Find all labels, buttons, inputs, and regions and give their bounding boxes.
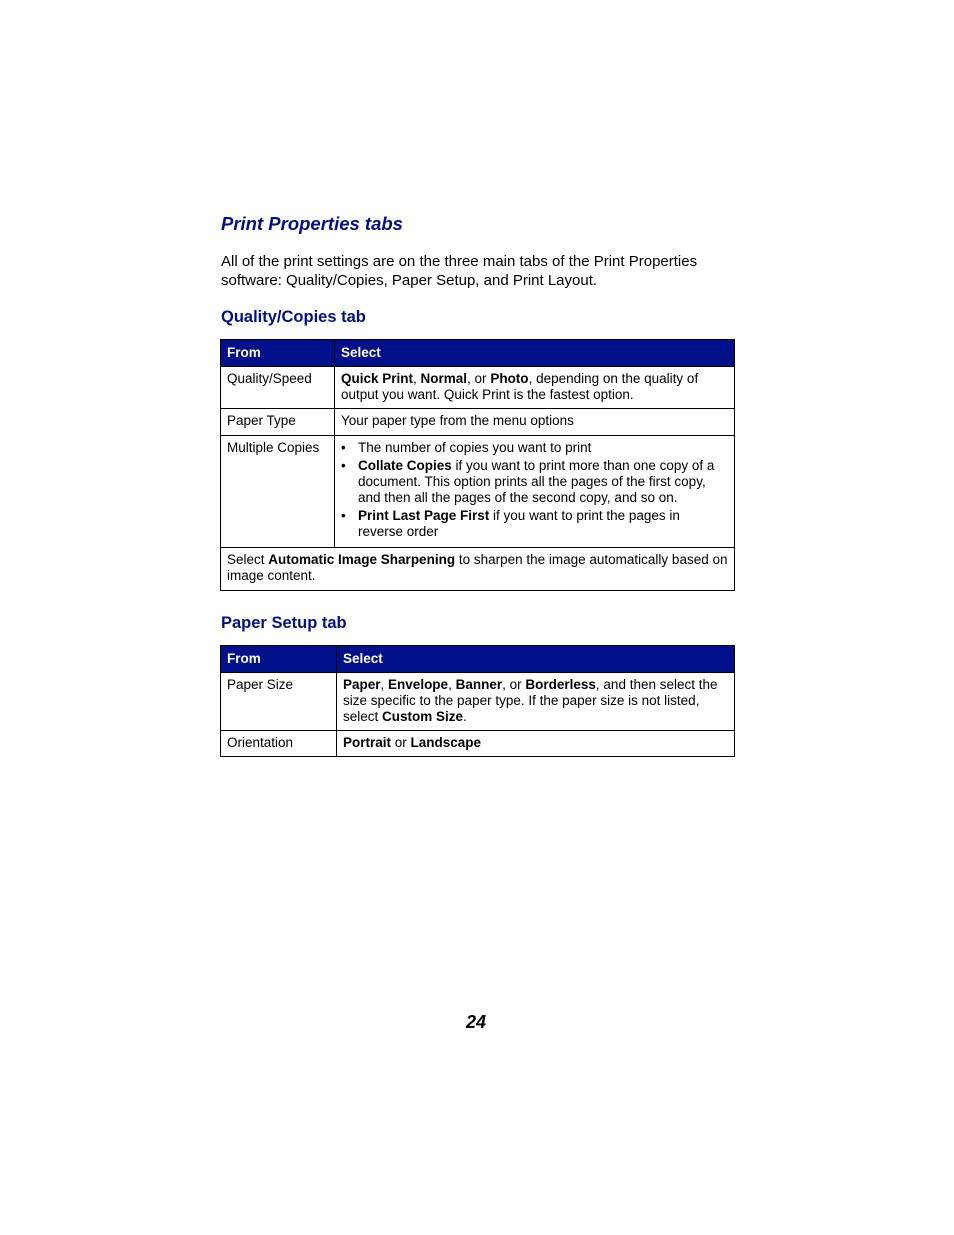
table-row bbox=[221, 673, 735, 731]
intro-line-2: software: Quality/Copies, Paper Setup, and Print Layout. bbox=[221, 272, 598, 289]
page-number: 24 bbox=[466, 1012, 487, 1032]
separator: , or bbox=[502, 677, 526, 692]
row-value-multiple-copies bbox=[335, 436, 735, 548]
quality-copies-table bbox=[220, 339, 735, 591]
list-item bbox=[341, 440, 728, 456]
header-select: Select bbox=[335, 340, 735, 367]
bullet: • bbox=[341, 458, 346, 473]
separator: , bbox=[380, 677, 389, 692]
list-item bbox=[341, 458, 728, 506]
bullet: • bbox=[341, 508, 346, 523]
table-row bbox=[221, 548, 735, 591]
list-item-text: if you want to print the pages in reverse order bbox=[358, 508, 680, 539]
table-row bbox=[221, 731, 735, 757]
page-title: Print Properties tabs bbox=[221, 213, 403, 234]
row-label-orientation: Orientation bbox=[221, 731, 337, 757]
list-item-text: if you want to print more than one copy of a document. This option prints all the pages of the first copy, and then all the pages of the second copy, and so on. bbox=[358, 458, 715, 505]
option-photo: Photo bbox=[490, 371, 529, 386]
option-landscape: Landscape bbox=[410, 735, 482, 750]
list-item-text: The number of copies you want to print bbox=[358, 440, 592, 455]
option-portrait: Portrait bbox=[343, 735, 392, 750]
quality-copies-heading: Quality/Copies tab bbox=[221, 308, 366, 326]
list-item bbox=[341, 508, 728, 540]
note-text: Select bbox=[227, 552, 269, 567]
intro-line-1: All of the print settings are on the three main tabs of the Print Properties bbox=[221, 253, 698, 270]
intro-paragraph bbox=[221, 252, 741, 290]
option-automatic-image-sharpening: Automatic Image Sharpening bbox=[268, 552, 456, 567]
separator: , or bbox=[467, 371, 491, 386]
copies-options-list bbox=[341, 440, 728, 540]
separator: . bbox=[463, 709, 467, 724]
header-select: Select bbox=[337, 646, 735, 673]
table-row bbox=[221, 367, 735, 409]
option-envelope: Envelope bbox=[388, 677, 449, 692]
quality-description: , depending on the quality of output you want. Quick Print is the fastest option. bbox=[341, 371, 699, 402]
header-from: From bbox=[221, 646, 337, 673]
row-value-orientation bbox=[337, 731, 735, 757]
table-header-row bbox=[221, 340, 735, 367]
paper-size-description: , and then select the size specific to the paper type. If the paper size is not listed, select bbox=[343, 677, 718, 724]
row-label-paper-type: Paper Type bbox=[221, 409, 335, 436]
option-collate-copies: Collate Copies bbox=[358, 458, 452, 473]
table-row bbox=[221, 409, 735, 436]
row-label-multiple-copies: Multiple Copies bbox=[221, 436, 335, 548]
paper-setup-heading: Paper Setup tab bbox=[221, 614, 347, 632]
row-value-paper-type: Your paper type from the menu options bbox=[335, 409, 735, 436]
option-quick-print: Quick Print bbox=[341, 371, 414, 386]
option-borderless: Borderless bbox=[525, 677, 596, 692]
option-normal: Normal bbox=[420, 371, 468, 386]
table-row bbox=[221, 436, 735, 548]
option-paper: Paper bbox=[343, 677, 381, 692]
separator: or bbox=[391, 735, 411, 750]
note-text: to sharpen the image automatically based on image content. bbox=[227, 552, 728, 583]
bullet: • bbox=[341, 440, 346, 455]
row-value-quality-speed bbox=[335, 367, 735, 409]
row-label-paper-size: Paper Size bbox=[221, 673, 337, 731]
image-sharpening-note bbox=[221, 548, 735, 591]
separator: , bbox=[448, 677, 456, 692]
table-header-row bbox=[221, 646, 735, 673]
option-custom-size: Custom Size bbox=[382, 709, 464, 724]
paper-setup-table bbox=[220, 645, 735, 757]
option-banner: Banner bbox=[455, 677, 503, 692]
separator: , bbox=[413, 371, 421, 386]
row-label-quality-speed: Quality/Speed bbox=[221, 367, 335, 409]
option-print-last-page-first: Print Last Page First bbox=[358, 508, 490, 523]
header-from: From bbox=[221, 340, 335, 367]
row-value-paper-size bbox=[337, 673, 735, 731]
